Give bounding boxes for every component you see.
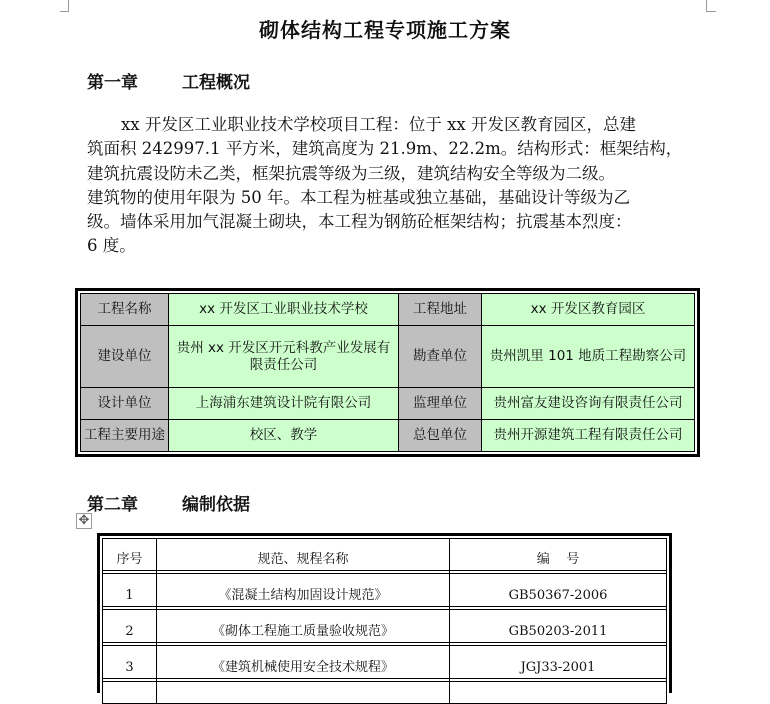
table-row — [103, 574, 667, 607]
page-corner-mark-left-h — [60, 11, 69, 12]
table-row — [81, 420, 695, 452]
chapter-1-number: 第一章 — [87, 73, 138, 93]
chapter-2-heading — [87, 490, 250, 515]
project-info-table — [75, 288, 700, 457]
info-value: 上海浦东建筑设计院有限公司 — [169, 388, 399, 420]
row-code: JGJ33-2001 — [450, 646, 667, 679]
info-value: 贵州 xx 开发区开元科教产业发展有限责任公司 — [169, 325, 399, 387]
header-no: 序号 — [103, 539, 157, 571]
info-label: 总包单位 — [399, 420, 482, 452]
table-row — [81, 388, 695, 420]
chapter-2-title: 编制依据 — [182, 495, 250, 515]
document-title: 砌体结构工程专项施工方案 — [259, 18, 511, 42]
info-label: 工程名称 — [81, 294, 169, 326]
row-no: 3 — [103, 646, 157, 679]
overview-line: 建筑物的使用年限为 50 年。本工程为桩基或独立基础，基础设计等级为乙 — [87, 187, 630, 207]
row-name: 《混凝土结构加固设计规范》 — [157, 574, 450, 607]
info-value: xx 开发区工业职业技术学校 — [169, 294, 399, 326]
row-name: 《建筑机械使用安全技术规程》 — [157, 646, 450, 679]
overview-paragraph — [87, 113, 693, 259]
overview-line: 级。墙体采用加气混凝土砌块，本工程为钢筋砼框架结构；抗震基本烈度： — [87, 212, 632, 232]
info-value: 贵州凯里 101 地质工程勘察公司 — [482, 325, 695, 387]
info-label: 建设单位 — [81, 325, 169, 387]
chapter-1-heading — [87, 68, 250, 93]
info-label: 监理单位 — [399, 388, 482, 420]
chapter-2-number: 第二章 — [87, 495, 138, 515]
overview-line: xx 开发区工业职业技术学校项目工程：位于 xx 开发区教育园区，总建 — [121, 115, 636, 134]
table-row — [103, 610, 667, 643]
info-label: 工程主要用途 — [81, 420, 169, 452]
row-name: 《砌体工程施工质量验收规范》 — [157, 610, 450, 643]
overview-line: 6 度。 — [87, 236, 136, 256]
info-label: 工程地址 — [399, 294, 482, 326]
info-value: 校区、教学 — [169, 420, 399, 452]
table-row — [103, 646, 667, 679]
table-row — [81, 294, 695, 326]
info-value: xx 开发区教育园区 — [482, 294, 695, 326]
page-corner-mark-right-h — [706, 11, 716, 12]
row-no: 2 — [103, 610, 157, 643]
info-value: 贵州富友建设咨询有限责任公司 — [482, 388, 695, 420]
header-code: 编 号 — [450, 539, 667, 571]
row-no: 1 — [103, 574, 157, 607]
row-code: GB50367-2006 — [450, 574, 667, 607]
table-header-row — [103, 539, 667, 571]
chapter-1-title: 工程概况 — [182, 73, 250, 93]
row-code: GB50203-2011 — [450, 610, 667, 643]
info-label: 设计单位 — [81, 388, 169, 420]
table-move-handle-icon[interactable]: ✥ — [76, 513, 92, 529]
info-value: 贵州开源建筑工程有限责任公司 — [482, 420, 695, 452]
table-row — [81, 325, 695, 387]
table-row — [103, 682, 667, 704]
info-label: 勘查单位 — [399, 325, 482, 387]
overview-line: 建筑抗震设防未乙类，框架抗震等级为三级，建筑结构安全等级为二级。 — [87, 163, 615, 183]
codes-table — [97, 533, 672, 693]
overview-line: 筑面积 242997.1 平方米，建筑高度为 21.9m、22.2m。结构形式：框架结构， — [87, 139, 683, 159]
header-name: 规范、规程名称 — [157, 539, 450, 571]
